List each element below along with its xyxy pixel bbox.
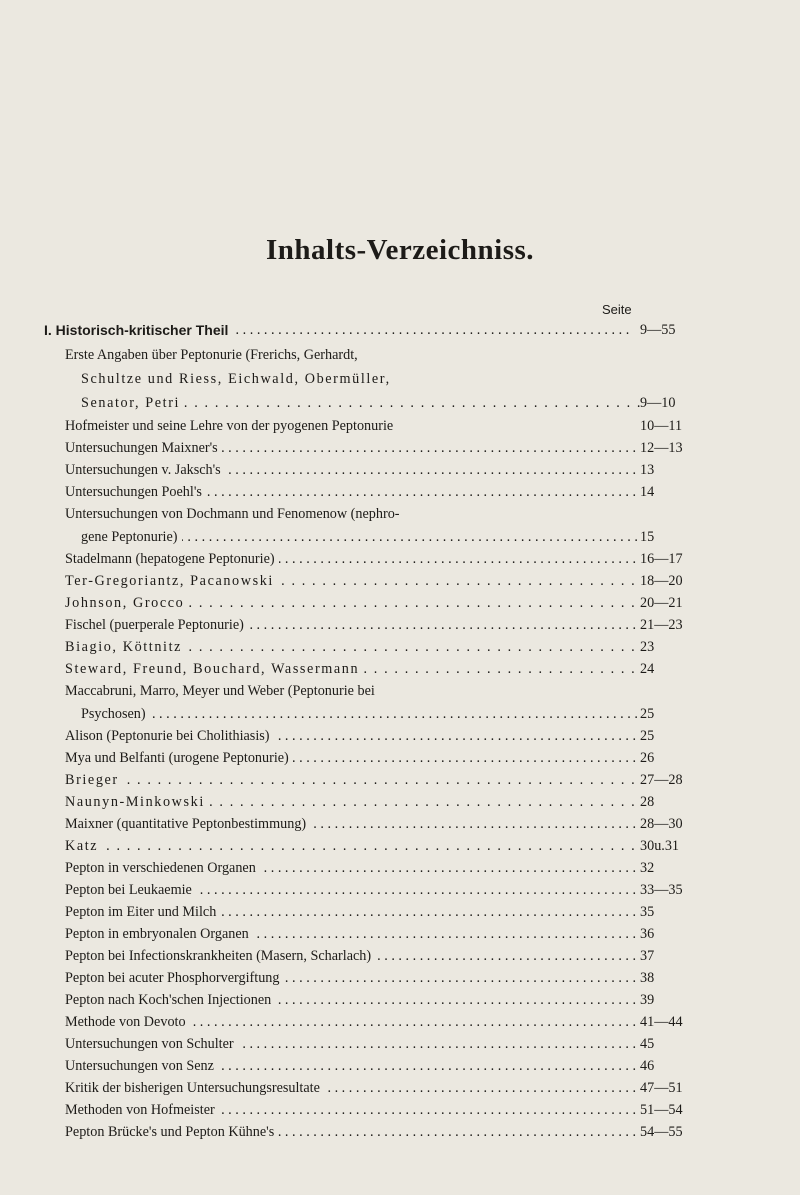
- toc-entry: Maixner (quantitative Peptonbestimmung) . . . 28—30: [0, 812, 800, 836]
- toc-entry-continuation: Schultze und Riess, Eichwald, Obermüller,: [0, 367, 800, 391]
- toc-entry: Alison (Peptonurie bei Cholithiasis) . . . 25: [0, 724, 800, 748]
- toc-entry: Kritik der bisherigen Untersuchungsresultate . . . 47—51: [0, 1076, 800, 1100]
- toc-entry: Johnson, Grocco . . . 20—21: [0, 591, 800, 615]
- toc-entry: Pepton im Eiter und Milch . . . 35: [0, 900, 800, 924]
- toc-entry: Hofmeister und seine Lehre von der pyogenen Peptonurie 10—11: [65, 418, 683, 434]
- toc-entry: Fischel (puerperale Peptonurie) . . . 21—23: [0, 613, 800, 637]
- toc-entry: Methoden von Hofmeister . . . 51—54: [0, 1098, 800, 1122]
- toc-section-heading: [0, 318, 800, 342]
- seite-column-label: Seite: [602, 302, 632, 317]
- toc-entry: Untersuchungen v. Jaksch's . . . 13: [0, 458, 800, 482]
- toc-entry: Pepton in embryonalen Organen . . . 36: [0, 922, 800, 946]
- toc-entry: Pepton in verschiedenen Organen . . . 32: [0, 856, 800, 880]
- toc-entry: Biagio, Köttnitz . . . 23: [0, 635, 800, 659]
- toc-entry: Pepton Brücke's und Pepton Kühne's . . . 54—55: [0, 1120, 800, 1144]
- toc-entry: Pepton bei acuter Phosphorvergiftung . . . 38: [0, 966, 800, 990]
- toc-entry: Stadelmann (hepatogene Peptonurie) . . . 16—17: [0, 547, 800, 571]
- toc-entry: Erste Angaben über Peptonurie (Frerichs, Gerhardt,: [0, 343, 800, 367]
- toc-entry: Untersuchungen Poehl's . . . 14: [0, 480, 800, 504]
- toc-entry: Steward, Freund, Bouchard, Wassermann . . . 24: [0, 657, 800, 681]
- toc-entry: Untersuchungen Maixner's . . . 12—13: [0, 436, 800, 460]
- page-title: Inhalts-Verzeichniss.: [265, 234, 535, 266]
- toc-entry: Untersuchungen von Senz . . . 46: [0, 1054, 800, 1078]
- toc-entry: Ter-Gregoriantz, Pacanowski . . . 18—20: [0, 569, 800, 593]
- toc-entry: Pepton bei Infectionskrankheiten (Masern, Scharlach) . . . 37: [0, 944, 800, 968]
- toc-entry: Pepton nach Koch'schen Injectionen . . . 39: [0, 988, 800, 1012]
- toc-entry: Untersuchungen von Schulter . . . 45: [0, 1032, 800, 1056]
- section-label: I. Historisch-kritischer Theil: [44, 322, 232, 338]
- toc-entry: Untersuchungen von Dochmann und Fenomenow (nephro-: [0, 502, 800, 526]
- toc-entry: Naunyn-Minkowski . . . 28: [0, 790, 800, 814]
- toc-entry-continuation: Psychosen) . . . 25: [0, 702, 800, 726]
- toc-entry-continuation: gene Peptonurie) . . . 15: [0, 525, 800, 549]
- toc-entry: Maccabruni, Marro, Meyer und Weber (Peptonurie bei: [0, 679, 800, 703]
- toc-entry: Mya und Belfanti (urogene Peptonurie) . . . 26: [0, 746, 800, 770]
- toc-entry: Methode von Devoto . . . 41—44: [0, 1010, 800, 1034]
- toc-entry-continuation: Senator, Petri . . . 9—10: [0, 391, 800, 415]
- toc-entry: Brieger . . . 27—28: [0, 768, 800, 792]
- toc-entry: Katz . . . 30u.31: [0, 834, 800, 858]
- section-pages: 9—55: [640, 322, 676, 338]
- toc-entry: Pepton bei Leukaemie . . . 33—35: [0, 878, 800, 902]
